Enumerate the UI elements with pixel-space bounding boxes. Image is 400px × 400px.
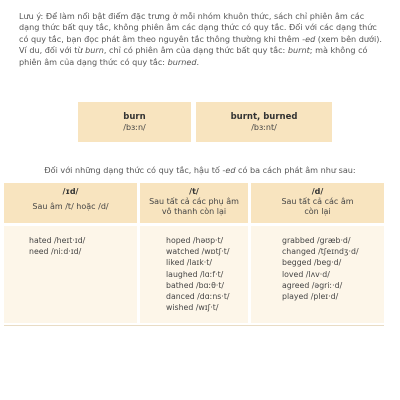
column-symbol: /d/ bbox=[311, 187, 324, 196]
list-item: hated /heɪt·ɪd/ bbox=[29, 236, 86, 245]
example-ipa: /bɜːnt/ bbox=[251, 123, 277, 132]
example-box-burnt bbox=[196, 102, 332, 142]
list-item: wished /wɪʃ·t/ bbox=[166, 303, 219, 313]
column-header-t bbox=[140, 183, 248, 223]
column-symbol: /t/ bbox=[189, 187, 199, 196]
list-item: agreed /əgriː·d/ bbox=[282, 280, 343, 290]
column-description: Sau tất cả các phụ âm vô thanh còn lại bbox=[149, 197, 239, 216]
intro-sentence: Đối với những dạng thức có quy tắc, hậu tố -ed có ba cách phát âm như sau: bbox=[44, 165, 356, 175]
column-body-d bbox=[251, 226, 384, 323]
example-word: burn bbox=[123, 112, 146, 122]
list-item: grabbed /græb·d/ bbox=[282, 236, 351, 245]
list-item: laughed /lɑːf·t/ bbox=[166, 269, 224, 279]
list-item: played /pleɪ·d/ bbox=[282, 292, 339, 302]
list-item: begged /beg·d/ bbox=[282, 258, 342, 268]
list-item: liked /laɪk·t/ bbox=[166, 258, 212, 268]
list-item: hoped /həʊp·t/ bbox=[166, 236, 224, 245]
note-paragraph: Lưu ý: Để làm nổi bật điểm đặc trưng ở mỗi nhóm khuôn thức, sách chỉ phiên âm các dạng thức bất quy tắc, không phiên âm các dạng thức có quy tắc. Đối với các dạng thức có quy tắc, bạn đọc phát âm theo nguyên tắc thông thường khi thêm -ed (xem bên dưới). Ví du, đối với từ burn, chỉ có phiên âm của dạng thức bất quy tắc: burnt; mà không có phiên âm của dạng thức có quy tắc: burned. bbox=[19, 11, 382, 67]
list-item: danced /dɑːns·t/ bbox=[166, 292, 230, 302]
divider bbox=[4, 325, 384, 326]
list-item: changed /tʃeɪndʒ·d/ bbox=[282, 247, 359, 257]
column-symbol: /ɪd/ bbox=[62, 187, 79, 196]
column-description: Sau âm /t/ hoặc /d/ bbox=[32, 202, 109, 211]
list-item: loved /lʌv·d/ bbox=[282, 269, 330, 279]
column-body-t bbox=[140, 226, 248, 323]
column-description: Sau tất cả các âm còn lại bbox=[281, 197, 354, 216]
column-body-id bbox=[4, 226, 137, 323]
example-ipa: /bɜːn/ bbox=[123, 123, 146, 132]
example-box-burn bbox=[78, 102, 191, 142]
list-item: need /niːd·ɪd/ bbox=[29, 247, 82, 257]
example-word: burnt, burned bbox=[230, 112, 298, 122]
column-header-d bbox=[251, 183, 384, 223]
column-header-id bbox=[4, 183, 137, 223]
list-item: watched /wɒtʃ·t/ bbox=[166, 247, 230, 257]
list-item: bathed /bɑːθ·t/ bbox=[166, 280, 225, 290]
